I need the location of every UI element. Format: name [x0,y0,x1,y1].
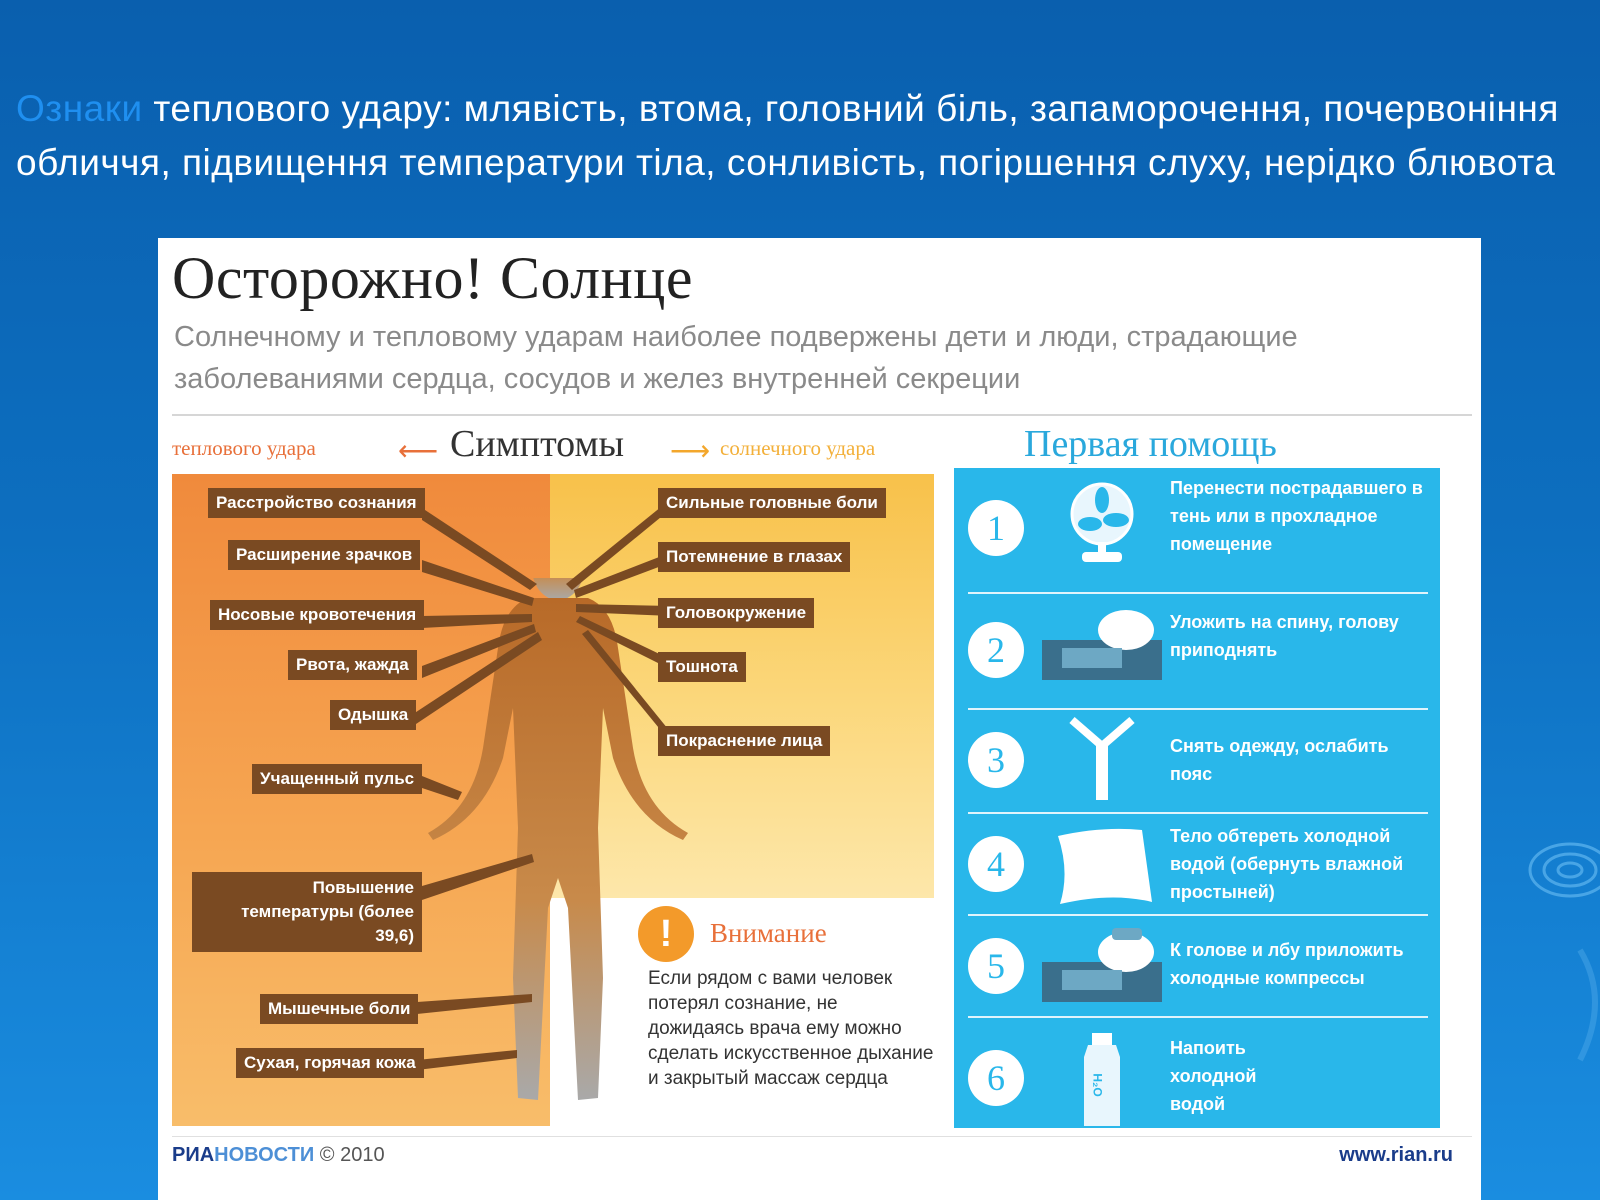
step-number: 2 [968,622,1024,678]
symptoms-title: Симптомы [450,423,625,465]
symptom-tag-heat: Одышка [330,700,416,730]
warning-icon: ! [638,906,694,962]
infographic-title: Осторожно! Солнце [172,245,693,311]
step-text: Снять одежду, ослабить пояс [1170,736,1389,784]
symptom-tag-heat: Учащенный пульс [252,764,422,794]
first-aid-step [954,468,1440,586]
first-aid-panel [954,468,1440,1128]
symptom-tag-heat: Повышение температуры (более 39,6) [192,872,422,952]
copyright-year: © 2010 [319,1144,385,1166]
symptom-tag-heat: Носовые кровотечения [210,600,424,630]
first-aid-step [954,596,1440,706]
step-number: 6 [968,1050,1024,1106]
cold-compress-icon [1042,922,1162,1008]
first-aid-title: Первая помощь [1024,423,1277,465]
warning-title: Внимание [710,918,827,948]
zipper-icon [1042,716,1162,802]
symptom-tag-heat: Сухая, горячая кожа [236,1048,424,1078]
brand-part1: РИА [172,1144,215,1166]
step-number: 5 [968,938,1024,994]
symptom-tag-sun: Сильные головные боли [658,488,886,518]
intro-body: теплового удару: млявість, втома, головний біль, запаморочення, почервоніння обличчя, підвищення температури тіла, сонливість, погіршення слуху, нерідко блювота [16,88,1559,183]
symptom-tag-sun: Тошнота [658,652,746,682]
wet-sheet-icon [1042,822,1162,908]
warning-text: Если рядом с вами человек потерял сознание, не дожидаясь врача ему можно сделать искусственное дыхание и закрытый массаж сердца [648,968,934,1089]
brand-logo [172,1144,385,1167]
step-text: Тело обтереть холодной водой (обернуть влажной простыней) [1170,826,1404,902]
site-url: www.rian.ru [1339,1144,1453,1166]
symptom-tag-heat: Расширение зрачков [228,540,420,570]
first-aid-step [954,918,1440,1018]
bottle-label: H₂O [1090,1073,1105,1097]
ripple-decoration [1460,820,1600,1080]
first-aid-step [954,816,1440,916]
step-divider [968,1016,1428,1018]
step-text: Перенести пострадавшего в тень или в прохладное помещение [1170,478,1423,554]
fan-icon [1042,478,1162,564]
heat-stroke-label: теплового удара [172,436,316,460]
divider [172,414,1472,416]
arrow-left-icon: ⟵ [398,435,439,466]
lying-person-icon [1042,600,1162,686]
step-divider [968,914,1428,916]
sun-stroke-label: солнечного удара [720,436,876,460]
step-text: Уложить на спину, голову приподнять [1170,612,1399,660]
arrow-right-icon: ⟶ [670,435,711,466]
symptom-tag-sun: Потемнение в глазах [658,542,850,572]
step-number: 1 [968,500,1024,556]
first-aid-step [954,1020,1440,1128]
brand-part2: НОВОСТИ [214,1144,315,1166]
intro-text [16,82,1576,190]
step-divider [968,592,1428,594]
symptom-tag-heat: Расстройство сознания [208,488,425,518]
step-divider [968,708,1428,710]
symptom-tag-sun: Головокружение [658,598,814,628]
step-number: 3 [968,732,1024,788]
step-text: Напоить холодной водой [1170,1038,1257,1114]
symptom-tag-sun: Покраснение лица [658,726,830,756]
first-aid-step [954,712,1440,812]
infographic-subtitle: Солнечному и тепловому ударам наиболее подвержены дети и люди, страдающие заболеваниями сердца, сосудов и желез внутренней секреции [174,321,1298,395]
footer-divider [172,1136,1472,1137]
intro-highlight: Ознаки [16,88,143,129]
symptom-tag-heat: Мышечные боли [260,994,418,1024]
symptom-tag-heat: Рвота, жажда [288,650,417,680]
infographic-card [158,238,1481,1200]
step-number: 4 [968,836,1024,892]
step-text: К голове и лбу приложить холодные компрессы [1170,940,1404,988]
step-divider [968,812,1428,814]
